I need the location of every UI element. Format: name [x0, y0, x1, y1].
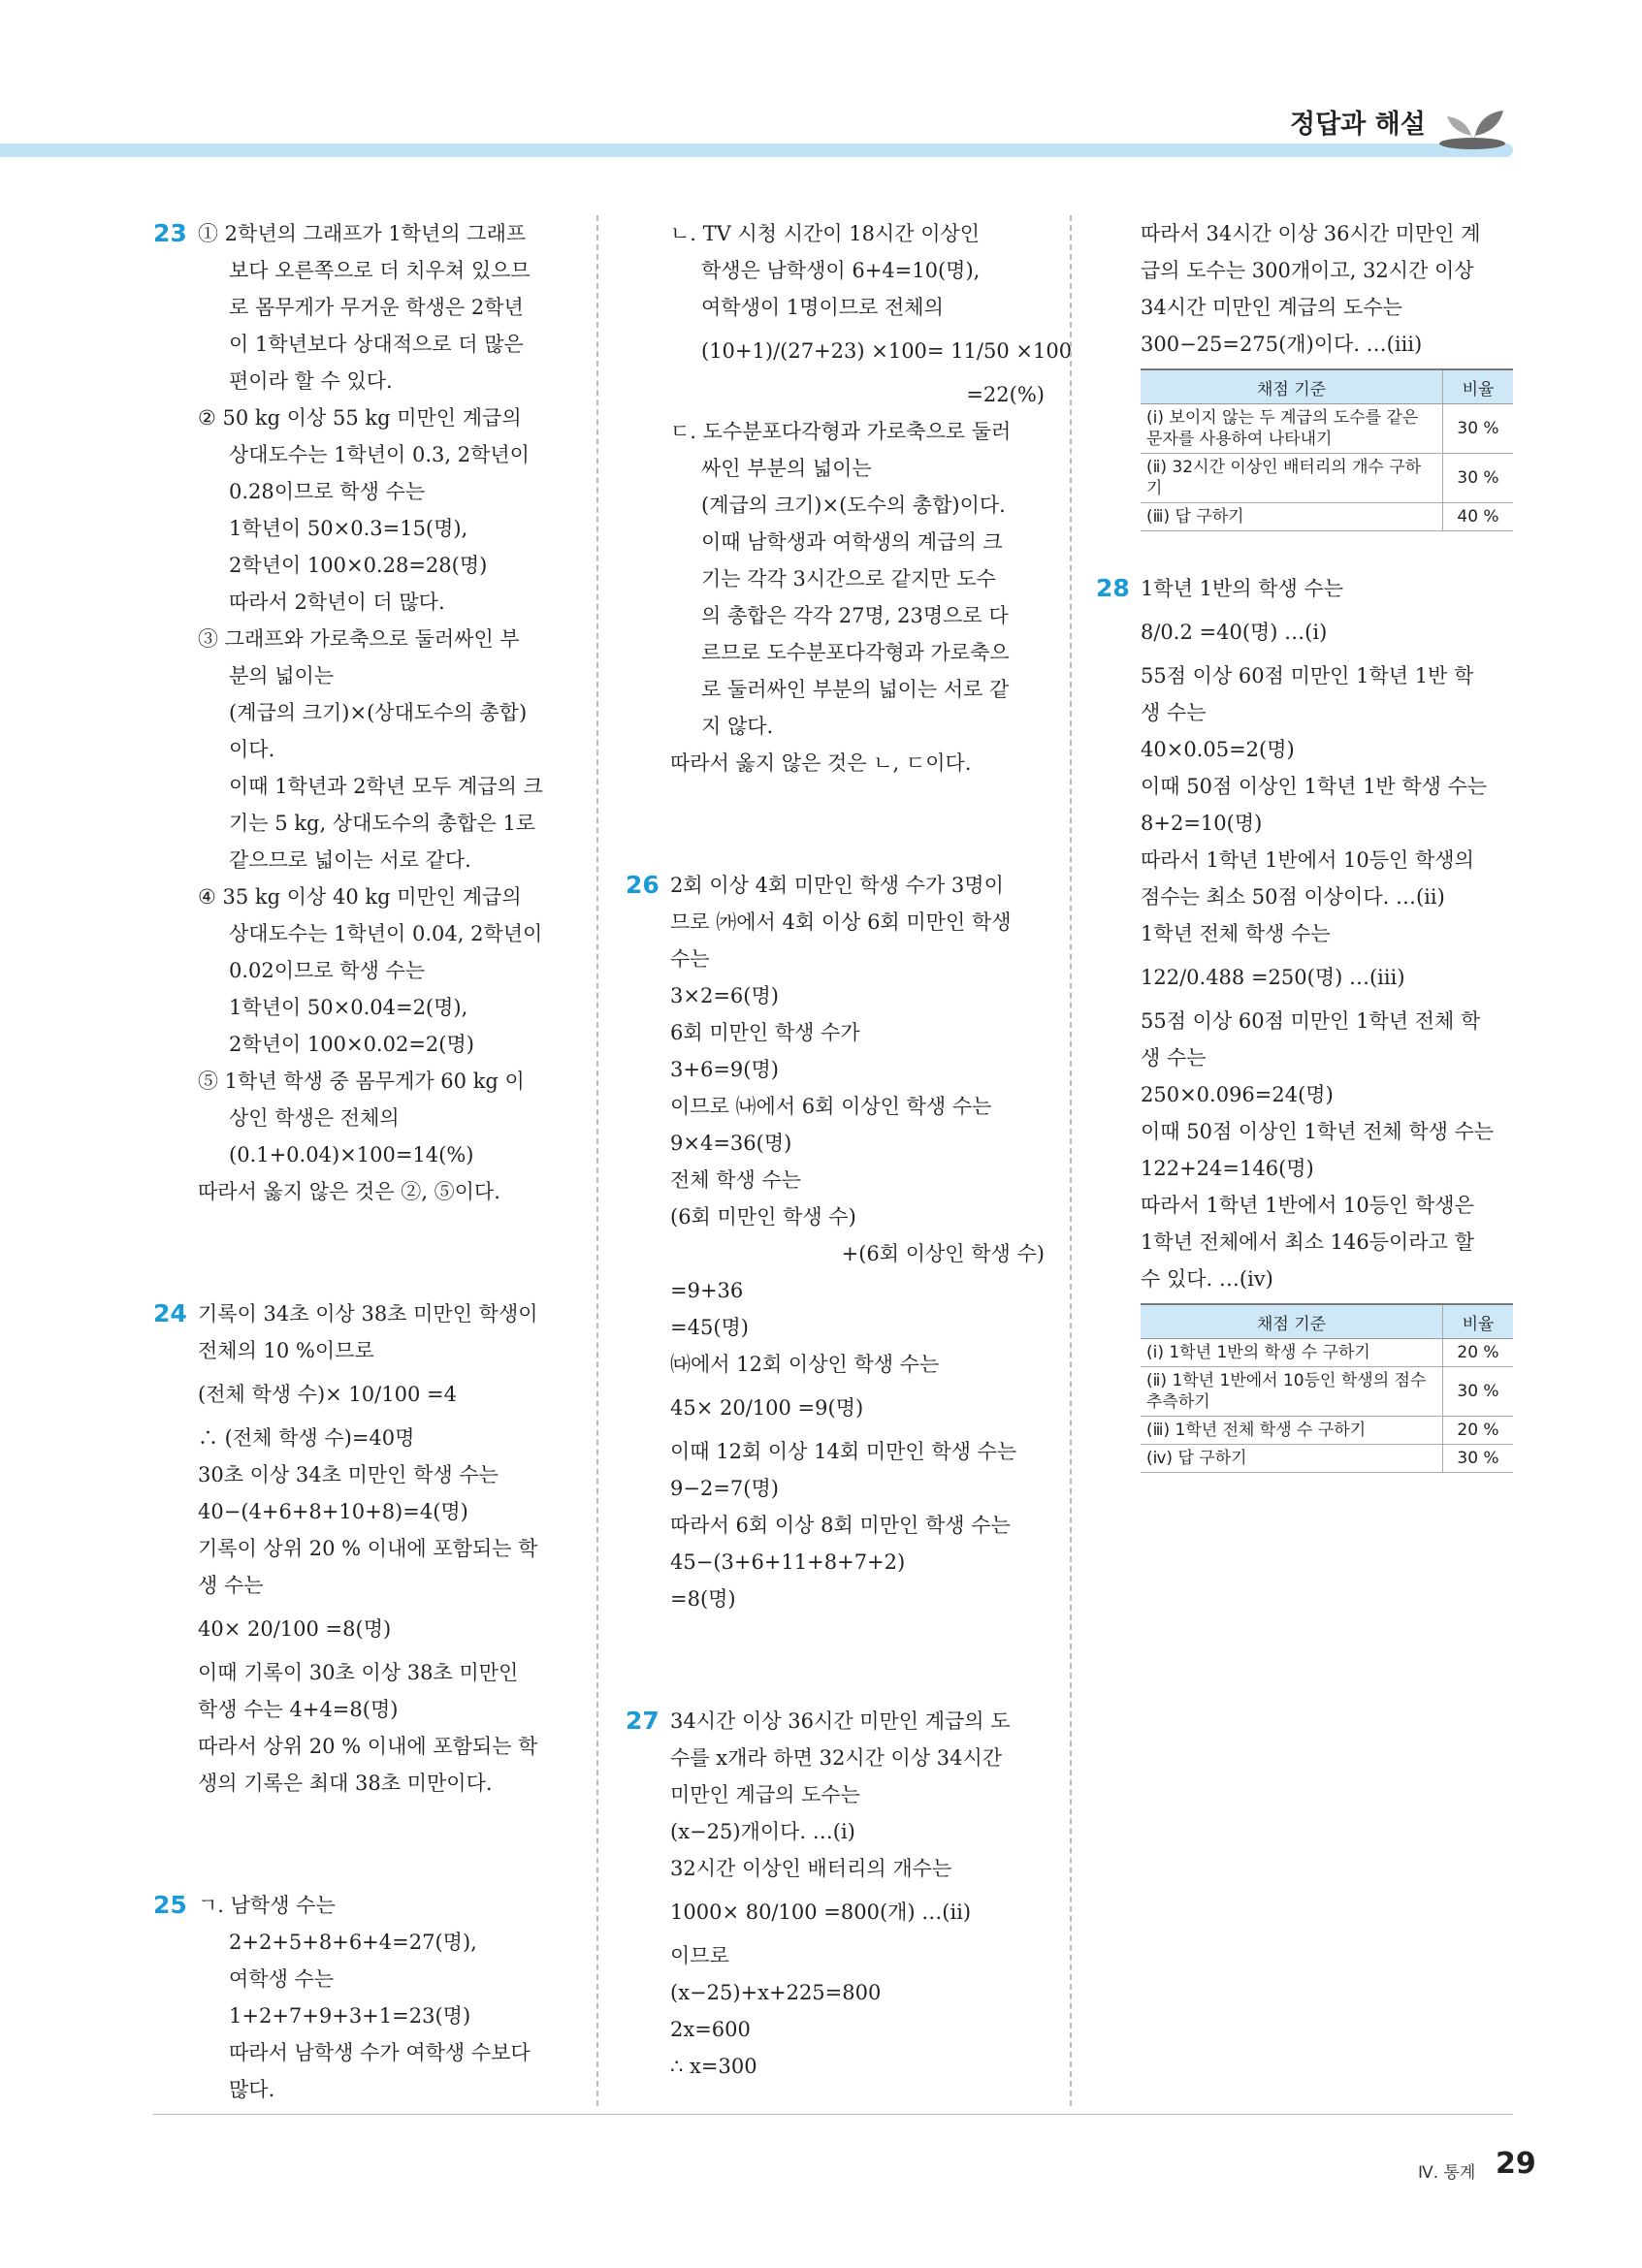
- solution-line: 이므로 ㈏에서 6회 이상인 학생 수는: [670, 1095, 992, 1118]
- solution-line: 편이라 할 수 있다.: [229, 369, 393, 393]
- solution-line: 따라서 옳지 않은 것은 ㄴ, ㄷ이다.: [670, 751, 972, 775]
- spacer: [153, 1210, 572, 1295]
- header-title: 정답과 해설: [1290, 110, 1426, 140]
- table-row: [1141, 1445, 1513, 1473]
- footer-section: Ⅳ. 통계: [1418, 2163, 1476, 2183]
- solution-line: 따라서 상위 20 % 이내에 포함되는 학: [198, 1735, 538, 1758]
- problem-number: 23: [153, 219, 187, 247]
- solution-line: 르므로 도수분포다각형과 가로축으: [701, 641, 1010, 664]
- grading-table-header: 비율: [1443, 1304, 1514, 1339]
- page-number: 29: [1496, 2147, 1536, 2181]
- solution-line: 1학년 1반의 학생 수는: [1141, 577, 1344, 600]
- solution-line: (0.1+0.04)×100=14(%): [229, 1143, 474, 1166]
- solution-line: ⑤ 1학년 학생 중 몸무게가 60 kg 이: [198, 1070, 525, 1093]
- solution-line: 전체 학생 수는: [670, 1168, 802, 1192]
- solution-line: 이때 50점 이상인 1학년 전체 학생 수는: [1141, 1120, 1495, 1143]
- problem-number: 27: [626, 1707, 660, 1735]
- solution-line: (전체 학생 수)× 10/100 =4: [198, 1383, 457, 1406]
- solution-line: 미만인 계급의 도수는: [670, 1783, 860, 1806]
- solution-line: 이므로: [670, 1944, 729, 1967]
- grading-table: [1141, 1303, 1513, 1473]
- solution-line: 3×2=6(명): [670, 984, 779, 1007]
- solution-line: 1학년이 50×0.3=15(명),: [229, 517, 468, 540]
- solution-line: 기는 각각 3시간으로 같지만 도수: [701, 567, 996, 591]
- solution-line: 8+2=10(명): [1141, 812, 1263, 835]
- column-1: [153, 215, 572, 2108]
- solution-line: 로 둘러싸인 부분의 넓이는 서로 같: [701, 678, 1010, 701]
- solution-line: 수 있다. …(ⅳ): [1141, 1267, 1273, 1291]
- solution-line: 생 수는: [1141, 1046, 1207, 1070]
- solution-line: 1학년 전체에서 최소 146등이라고 할: [1141, 1230, 1474, 1254]
- solution-line: ④ 35 kg 이상 40 kg 미만인 계급의: [198, 885, 522, 909]
- table-row: [1141, 503, 1513, 531]
- criterion-cell: (ⅲ) 1학년 전체 학생 수 구하기: [1141, 1417, 1443, 1445]
- solution-line: 122/0.488 =250(명) …(ⅲ): [1141, 966, 1405, 989]
- solution-line: 2+2+5+8+6+4=27(명),: [229, 1931, 477, 1954]
- solution-line: (x−25)+x+225=800: [670, 1981, 882, 2004]
- solution-line: 같으므로 넓이는 서로 같다.: [229, 848, 471, 872]
- solution-line: (계급의 크기)×(상대도수의 총합): [229, 701, 528, 724]
- problem-28: [1096, 570, 1513, 1297]
- solution-line: 로 몸무게가 무거운 학생은 2학년: [229, 296, 524, 319]
- table-row: [1141, 1417, 1513, 1445]
- solution-line: 의 총합은 각각 27명, 23명으로 다: [701, 604, 1009, 627]
- solution-line: 6회 미만인 학생 수가: [670, 1021, 860, 1044]
- solution-line: 많다.: [229, 2078, 275, 2101]
- column-divider: [596, 215, 598, 2106]
- solution-line: ② 50 kg 이상 55 kg 미만인 계급의: [198, 406, 522, 430]
- solution-line: 300−25=275(개)이다. …(ⅲ): [1141, 333, 1423, 356]
- solution-line: 따라서 34시간 이상 36시간 미만인 계: [1141, 222, 1481, 245]
- solution-line: 34시간 이상 36시간 미만인 계급의 도: [670, 1709, 1011, 1733]
- problem-continued: [1096, 215, 1513, 363]
- footer-rule: [153, 2114, 1513, 2115]
- solution-line: 이때 1학년과 2학년 모두 계급의 크: [229, 775, 543, 798]
- rate-cell: 30 %: [1443, 1445, 1514, 1473]
- solution-line: =8(명): [670, 1587, 736, 1611]
- problem-23: [153, 215, 572, 1210]
- solution-line: 40× 20/100 =8(명): [198, 1617, 392, 1641]
- solution-line: 이때 50점 이상인 1학년 1반 학생 수는: [1141, 775, 1488, 798]
- table-row: [1141, 1367, 1513, 1417]
- solution-line: 수는: [670, 947, 710, 971]
- solution-line: ㄴ. TV 시청 시간이 18시간 이상인: [670, 222, 981, 245]
- solution-line: ① 2학년의 그래프가 1학년의 그래프: [198, 222, 527, 245]
- solution-line: 지 않다.: [701, 715, 774, 738]
- solution-line: 34시간 미만인 계급의 도수는: [1141, 296, 1402, 319]
- solution-line: 수를 x개라 하면 32시간 이상 34시간: [670, 1746, 1003, 1770]
- rate-cell: 20 %: [1443, 1339, 1514, 1367]
- solution-line: +(6회 이상인 학생 수): [841, 1242, 1045, 1265]
- solution-line: ㄱ. 남학생 수는: [198, 1894, 336, 1917]
- solution-line: 기는 5 kg, 상대도수의 총합은 1로: [229, 812, 536, 835]
- sprout-icon: [1433, 101, 1511, 149]
- solution-line: 보다 오른쪽으로 더 치우쳐 있으므: [229, 259, 531, 282]
- solution-line: 1000× 80/100 =800(개) …(ⅱ): [670, 1901, 972, 1924]
- problem-26: [626, 867, 1045, 1617]
- solution-line: 점수는 최소 50점 이상이다. …(ⅱ): [1141, 885, 1445, 909]
- grading-table: [1141, 368, 1513, 531]
- spacer: [1096, 541, 1513, 570]
- solution-line: 이때 기록이 30초 이상 38초 미만인: [198, 1661, 519, 1684]
- solution-line: ③ 그래프와 가로축으로 둘러싸인 부: [198, 627, 520, 651]
- solution-line: 9×4=36(명): [670, 1132, 792, 1155]
- solution-line: 2학년이 100×0.02=2(명): [229, 1033, 474, 1056]
- solution-line: 2회 이상 4회 미만인 학생 수가 3명이: [670, 874, 1004, 897]
- solution-line: 이때 12회 이상 14회 미만인 학생 수는: [670, 1440, 1017, 1463]
- solution-line: 0.02이므로 학생 수는: [229, 959, 426, 982]
- solution-line: (6회 미만인 학생 수): [670, 1205, 856, 1229]
- solution-line: 기록이 상위 20 % 이내에 포함되는 학: [198, 1537, 538, 1560]
- criterion-cell: (ⅲ) 답 구하기: [1141, 503, 1443, 531]
- solution-line: =9+36: [670, 1279, 744, 1302]
- rate-cell: 20 %: [1443, 1417, 1514, 1445]
- solution-line: =22(%): [966, 383, 1045, 406]
- spacer: [153, 1802, 572, 1887]
- solution-line: 급의 도수는 300개이고, 32시간 이상: [1141, 259, 1474, 282]
- solution-line: 45−(3+6+11+8+7+2): [670, 1550, 906, 1574]
- solution-line: 상인 학생은 전체의: [229, 1106, 400, 1130]
- problem-number: 26: [626, 871, 660, 899]
- solution-line: 1학년 전체 학생 수는: [1141, 922, 1331, 945]
- solution-line: 45× 20/100 =9(명): [670, 1396, 864, 1420]
- problem-number: 28: [1096, 574, 1130, 602]
- solution-line: 전체의 10 %이므로: [198, 1339, 374, 1362]
- criterion-cell: (ⅱ) 1학년 1반에서 10등인 학생의 점수 추측하기: [1141, 1367, 1443, 1417]
- problem-24: [153, 1295, 572, 1802]
- solution-line: 9−2=7(명): [670, 1477, 779, 1500]
- solution-line: 분의 넓이는: [229, 664, 335, 687]
- solution-line: 생 수는: [1141, 701, 1207, 724]
- problem-27: [626, 1703, 1045, 2085]
- solution-line: (계급의 크기)×(도수의 총합)이다.: [701, 494, 1006, 517]
- solution-line: 30초 이상 34초 미만인 학생 수는: [198, 1463, 499, 1486]
- rate-cell: 40 %: [1443, 503, 1514, 531]
- problem-continued: [626, 215, 1073, 782]
- solution-line: 생 수는: [198, 1574, 264, 1597]
- problem-25: [153, 1887, 572, 2108]
- grading-table-header: 채점 기준: [1141, 1304, 1443, 1339]
- spacer: [626, 1617, 1045, 1703]
- criterion-cell: (ⅰ) 보이지 않는 두 계급의 도수를 같은 문자를 사용하여 나타내기: [1141, 404, 1443, 454]
- solution-line: 생의 기록은 최대 38초 미만이다.: [198, 1772, 493, 1795]
- solution-line: 2학년이 100×0.28=28(명): [229, 554, 488, 577]
- solution-line: 8/0.2 =40(명) …(ⅰ): [1141, 621, 1328, 644]
- solution-line: 0.28이므로 학생 수는: [229, 480, 426, 503]
- rate-cell: 30 %: [1443, 1367, 1514, 1417]
- solution-line: 250×0.096=24(명): [1141, 1083, 1334, 1106]
- solution-line: ∴ x=300: [670, 2055, 757, 2078]
- table-row: [1141, 1339, 1513, 1367]
- grading-table-header: 채점 기준: [1141, 369, 1443, 404]
- solution-line: 이때 남학생과 여학생의 계급의 크: [701, 530, 1003, 554]
- solution-line: 122+24=146(명): [1141, 1157, 1314, 1180]
- column-2: [626, 215, 1073, 2085]
- solution-line: 싸인 부분의 넓이는: [701, 457, 872, 480]
- solution-line: (x−25)개이다. …(ⅰ): [670, 1820, 855, 1843]
- solution-line: ㄷ. 도수분포다각형과 가로축으로 둘러: [670, 420, 1012, 443]
- solution-line: 따라서 1학년 1반에서 10등인 학생은: [1141, 1194, 1474, 1217]
- problem-number: 25: [153, 1891, 187, 1919]
- solution-line: ㈐에서 12회 이상인 학생 수는: [670, 1353, 940, 1376]
- solution-line: 1+2+7+9+3+1=23(명): [229, 2004, 471, 2028]
- solution-line: ∴ (전체 학생 수)=40명: [198, 1426, 415, 1450]
- solution-line: 므로 ㈎에서 4회 이상 6회 미만인 학생: [670, 910, 1012, 934]
- criterion-cell: (ⅱ) 32시간 이상인 배터리의 개수 구하기: [1141, 454, 1443, 503]
- criterion-cell: (ⅰ) 1학년 1반의 학생 수 구하기: [1141, 1339, 1443, 1367]
- solution-line: 여학생 수는: [229, 1967, 335, 1991]
- solution-line: 기록이 34초 이상 38초 미만인 학생이: [198, 1302, 538, 1326]
- solution-line: 1학년이 50×0.04=2(명),: [229, 996, 468, 1019]
- solution-line: 학생 수는 4+4=8(명): [198, 1698, 399, 1721]
- rate-cell: 30 %: [1443, 404, 1514, 454]
- table-row: [1141, 404, 1513, 454]
- solution-line: 상대도수는 1학년이 0.04, 2학년이: [229, 922, 543, 945]
- solution-line: 이 1학년보다 상대적으로 더 많은: [229, 333, 524, 356]
- table-row: [1141, 454, 1513, 503]
- solution-line: 2x=600: [670, 2018, 751, 2041]
- solution-line: 따라서 6회 이상 8회 미만인 학생 수는: [670, 1514, 1011, 1537]
- solution-line: 이다.: [229, 738, 275, 761]
- solution-line: 32시간 이상인 배터리의 개수는: [670, 1857, 952, 1880]
- problem-number: 24: [153, 1299, 187, 1327]
- solution-line: 40×0.05=2(명): [1141, 738, 1295, 761]
- solution-line: 따라서 1학년 1반에서 10등인 학생의: [1141, 848, 1474, 872]
- solution-line: 55점 이상 60점 미만인 1학년 1반 학: [1141, 664, 1474, 687]
- solution-line: 55점 이상 60점 미만인 1학년 전체 학: [1141, 1009, 1481, 1033]
- criterion-cell: (ⅳ) 답 구하기: [1141, 1445, 1443, 1473]
- spacer: [626, 782, 1045, 867]
- solution-line: 3+6=9(명): [670, 1058, 779, 1081]
- grading-table-header: 비율: [1443, 369, 1514, 404]
- header-bar: [0, 144, 1513, 157]
- solution-line: =45(명): [670, 1316, 749, 1339]
- column-3: [1096, 215, 1513, 1483]
- rate-cell: 30 %: [1443, 454, 1514, 503]
- solution-line: 따라서 2학년이 더 많다.: [229, 591, 445, 614]
- solution-line: 따라서 옳지 않은 것은 ②, ⑤이다.: [198, 1180, 500, 1203]
- solution-line: 40−(4+6+8+10+8)=4(명): [198, 1500, 468, 1523]
- solution-line: 학생은 남학생이 6+4=10(명),: [701, 259, 981, 282]
- solution-line: 여학생이 1명이므로 전체의: [701, 296, 944, 319]
- solution-line: 상대도수는 1학년이 0.3, 2학년이: [229, 443, 530, 466]
- solution-line: 따라서 남학생 수가 여학생 수보다: [229, 2041, 531, 2064]
- column-divider: [1070, 215, 1072, 2106]
- solution-line: (10+1)/(27+23) ×100= 11/50 ×100: [701, 339, 1073, 363]
